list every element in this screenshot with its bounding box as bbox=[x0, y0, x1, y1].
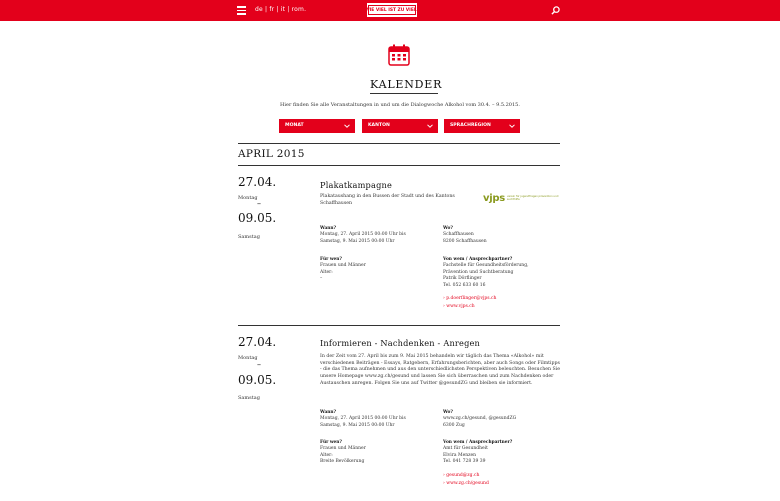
event-title: Informieren - Nachdenken - Anregen bbox=[320, 338, 481, 348]
chevron-down-icon bbox=[344, 123, 350, 129]
where-line: Schaffhausen bbox=[443, 232, 474, 237]
lang-it[interactable]: it bbox=[280, 6, 286, 13]
month-heading: APRIL 2015 bbox=[238, 148, 305, 160]
email-link[interactable]: › p.doerflinger@vjps.ch bbox=[443, 296, 497, 301]
contact-label: Von wem / Ansprechpartner? bbox=[443, 257, 513, 262]
contact-label: Von wem / Ansprechpartner? bbox=[443, 440, 513, 445]
when-label: Wann? bbox=[320, 410, 337, 415]
contact-line: Elvira Menzen bbox=[443, 452, 477, 458]
chevron-down-icon bbox=[427, 123, 433, 129]
when-value bbox=[320, 232, 406, 245]
when-line: Montag, 27. April 2015 00:00 Uhr bis bbox=[320, 232, 406, 237]
filter-label: MONAT bbox=[285, 123, 304, 128]
contact-line: Prävention und Suchtberatung bbox=[443, 269, 514, 275]
top-bar bbox=[0, 0, 780, 21]
filter-sprachregion[interactable] bbox=[444, 119, 520, 133]
when-line: Samstag, 9. Mai 2015 00:00 Uhr bbox=[320, 238, 395, 244]
for-label: Für wen? bbox=[320, 257, 342, 262]
for-line: Frauen und Männer bbox=[320, 263, 366, 268]
website-link[interactable]: › www.zg.ch/gesund bbox=[443, 481, 489, 486]
for-value bbox=[320, 263, 366, 283]
date-dash: – bbox=[257, 199, 261, 208]
contact-line: Fachstelle für Gesundheitsförderung, bbox=[443, 263, 529, 268]
page-title: KALENDER bbox=[370, 78, 443, 91]
contact-value bbox=[443, 446, 488, 466]
menu-icon[interactable] bbox=[237, 6, 246, 15]
when-value bbox=[320, 416, 406, 429]
when-line: Montag, 27. April 2015 00:00 Uhr bis bbox=[320, 416, 406, 421]
contact-line: Tel. 052 633 60 16 bbox=[443, 282, 486, 288]
lang-fr[interactable]: fr bbox=[269, 6, 275, 13]
for-value bbox=[320, 446, 366, 466]
contact-line: Amt für Gesundheit bbox=[443, 446, 488, 451]
logo-subline: verein für jugendfragen prävention und suchthilfe bbox=[507, 195, 559, 202]
intro-text: Hier finden Sie alle Veranstaltungen in und um die Dialogwoche Alkohol vom 30.4. – 9.5.2015. bbox=[280, 102, 520, 108]
event-date-to: 09.05. bbox=[238, 373, 277, 387]
when-label: Wann? bbox=[320, 226, 337, 231]
search-icon[interactable] bbox=[551, 6, 560, 15]
contact-value bbox=[443, 263, 529, 289]
when-line: Samstag, 9. Mai 2015 00:00 Uhr bbox=[320, 422, 395, 428]
date-dash: – bbox=[257, 360, 261, 369]
event-title: Plakatkampagne bbox=[320, 180, 393, 190]
event-date-from: 27.04. bbox=[238, 175, 277, 189]
divider bbox=[238, 165, 560, 166]
where-line: 8200 Schaffhausen bbox=[443, 238, 487, 244]
language-switcher: de | fr | it | rom. bbox=[255, 6, 307, 13]
logo-text: WIE VIEL IST ZU VIEL? bbox=[364, 7, 420, 13]
where-label: Wo? bbox=[443, 410, 453, 415]
where-line: www.zg.ch/gesund, @gesundZG bbox=[443, 416, 517, 421]
lang-rom[interactable]: rom. bbox=[291, 6, 307, 13]
where-value bbox=[443, 232, 487, 245]
event-date-to: 09.05. bbox=[238, 211, 277, 225]
filter-monat[interactable] bbox=[279, 119, 355, 133]
for-label: Für wen? bbox=[320, 440, 342, 445]
for-line: Frauen und Männer bbox=[320, 446, 366, 451]
event-description: In der Zeit vom 27. April bis zum 9. Mai 2015 behandeln wir täglich das Thema «Alkohol» mit verschiedenen Beiträgen - Essays, Ratgebern, Erfahrungsberichten, aber auch Songs oder Filmtipps - die das Thema aufnehmen und aus den unterschiedlichsten Perspektiven beleuchten. Besuchen Sie unsere Homepage www.zg.ch/gesund und lassen Sie sich überraschen und zum Nachdenken oder Austauschen anregen. Folgen Sie uns auf Twitter @gesundZG und bleiben sie informiert. bbox=[320, 354, 560, 386]
lang-de[interactable]: de bbox=[255, 6, 263, 13]
filter-label: KANTON bbox=[368, 123, 390, 128]
vjps-logo bbox=[483, 193, 561, 209]
event-date-from: 27.04. bbox=[238, 335, 277, 349]
event-day-to: Samstag bbox=[238, 234, 260, 240]
divider bbox=[238, 143, 560, 144]
filter-kanton[interactable] bbox=[362, 119, 438, 133]
where-label: Wo? bbox=[443, 226, 453, 231]
event-day-from: Montag bbox=[238, 355, 258, 361]
divider bbox=[238, 325, 560, 326]
where-value bbox=[443, 416, 516, 429]
email-link[interactable]: › gesund@zg.ch bbox=[443, 473, 480, 478]
where-line: 6300 Zug bbox=[443, 422, 465, 428]
filter-label: SPRACHREGION bbox=[450, 123, 491, 128]
chevron-down-icon bbox=[509, 123, 515, 129]
for-line: Alter: bbox=[320, 452, 333, 458]
website-link[interactable]: › www.vjps.ch bbox=[443, 304, 475, 309]
for-line: – bbox=[320, 276, 323, 281]
site-logo[interactable] bbox=[364, 3, 420, 17]
event-day-from: Montag bbox=[238, 195, 258, 201]
contact-line: Tel. 041 728 39 39 bbox=[443, 459, 486, 464]
for-line: Breite Bevölkerung bbox=[320, 459, 365, 464]
contact-line: Patrik Dörflinger bbox=[443, 276, 482, 281]
event-day-to: Samstag bbox=[238, 395, 260, 401]
logo-wordmark: vjps bbox=[483, 193, 505, 204]
event-description: Plakataushang in den Bussen der Stadt und des Kantons Schaffhausen bbox=[320, 194, 455, 206]
for-line: Alter: bbox=[320, 269, 333, 275]
title-underline bbox=[370, 93, 438, 94]
calendar-icon bbox=[388, 44, 410, 66]
